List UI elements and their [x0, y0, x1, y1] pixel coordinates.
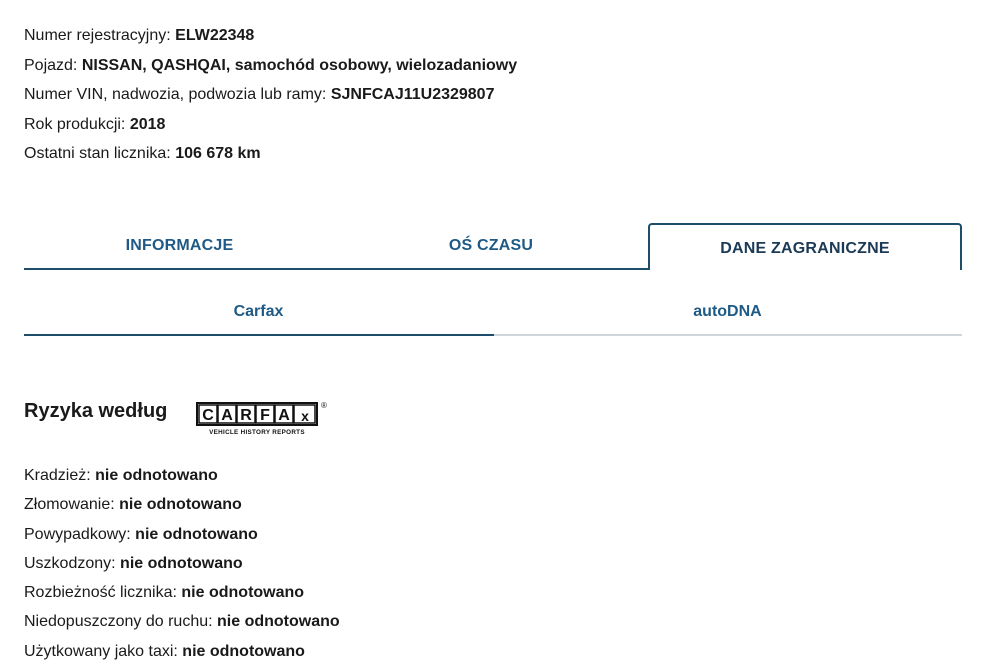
subtab-active-indicator [24, 334, 494, 336]
risk-item-powypadkowy [24, 523, 340, 552]
risk-item-taxi [24, 640, 340, 669]
carfax-logo [196, 400, 330, 436]
risk-value: nie odnotowano [135, 525, 258, 543]
info-label: Rok produkcji: [24, 115, 126, 133]
odometer-row [24, 142, 517, 172]
svg-text:x: x [301, 408, 309, 424]
production-year-row [24, 113, 517, 143]
risk-label: Niedopuszczony do ruchu: [24, 613, 213, 631]
risk-value: nie odnotowano [181, 584, 305, 602]
vin-row [24, 83, 517, 113]
risk-label: Kradzież: [24, 467, 91, 484]
risk-label: Powypadkowy: [24, 525, 131, 543]
source-tabs [24, 290, 962, 336]
vehicle-row [24, 54, 517, 84]
info-value: 106 678 km [175, 145, 261, 162]
risk-label: Złomowanie: [24, 496, 115, 514]
risk-label: Rozbieżność licznika: [24, 584, 177, 602]
risk-item-zlomowanie [24, 493, 340, 522]
svg-text:VEHICLE HISTORY REPORTS: VEHICLE HISTORY REPORTS [209, 429, 305, 436]
svg-text:A: A [278, 407, 290, 424]
info-value: 2018 [129, 115, 166, 133]
risk-value: nie odnotowano [120, 554, 243, 572]
risk-item-rozbieznosc-licznika [24, 581, 340, 610]
tab-informacje[interactable]: INFORMACJE [125, 237, 234, 254]
svg-text:F: F [260, 407, 270, 424]
info-value: ELW22348 [175, 27, 255, 44]
subtab-autodna[interactable]: autoDNA [693, 303, 762, 320]
info-value: SJNFCAJ11U2329807 [330, 86, 495, 103]
main-tabs [24, 222, 962, 270]
risk-list [24, 464, 340, 669]
risk-item-niedopuszczony [24, 610, 340, 639]
info-label: Numer rejestracyjny: [24, 27, 171, 44]
info-label: Pojazd: [24, 56, 78, 74]
subtab-carfax[interactable]: Carfax [233, 303, 284, 320]
info-label: Ostatni stan licznika: [24, 145, 171, 162]
tab-os-czasu[interactable]: OŚ CZASU [448, 237, 534, 254]
svg-text:C: C [202, 407, 214, 424]
tab-dane-zagraniczne[interactable]: DANE ZAGRANICZNE [648, 223, 962, 270]
info-value: NISSAN, QASHQAI, samochód osobowy, wielozadaniowy [81, 56, 518, 74]
risk-value: nie odnotowano [95, 467, 218, 484]
svg-text:R: R [240, 407, 252, 424]
risk-label: Użytkowany jako taxi: [24, 642, 178, 660]
svg-text:A: A [221, 407, 233, 424]
info-label: Numer VIN, nadwozia, podwozia lub ramy: [24, 86, 327, 103]
registration-row [24, 24, 517, 54]
risk-heading: Ryzyka według [24, 400, 168, 422]
risk-label: Uszkodzony: [24, 554, 116, 572]
risk-value: nie odnotowano [119, 496, 242, 514]
risk-value: nie odnotowano [217, 613, 340, 631]
risk-item-kradziez [24, 464, 340, 493]
risk-value: nie odnotowano [182, 642, 305, 660]
svg-text:®: ® [321, 401, 327, 410]
risk-item-uszkodzony [24, 552, 340, 581]
vehicle-info [24, 24, 517, 172]
